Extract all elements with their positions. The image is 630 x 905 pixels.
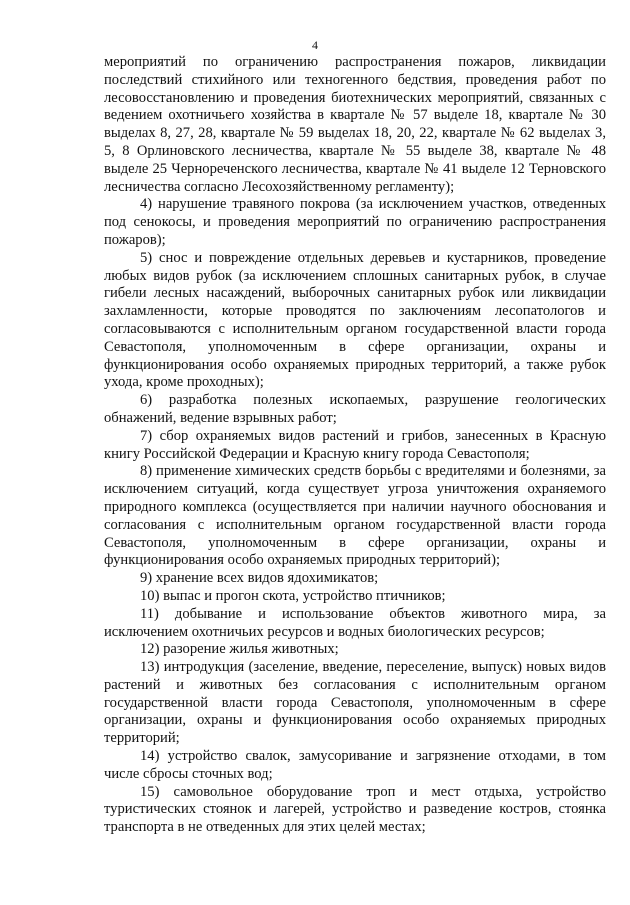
list-item-12: 12) разорение жилья животных; [140,641,339,658]
page-number: 4 [312,38,318,52]
paragraph-continuation: мероприятий по ограничению распространения пожаров, ликвидации последствий стихийного или техногенного бедствия, проведения работ по лесовосстановлению и проведения биотехнических мероприятий, связанных с ведением охотничьего хозяйства в квартале № 57 выделе 18, квартале № 30 выделах 8, 27, 28, квартале № 59 выделах 18, 20, 22, квартале № 62 выделах 3, 5, 8 Орлиновского лесничества, квартале № 55 выделе 38, квартале № 48 выделе 25 Чернореченского лесничества, квартале № 41 выделе 12 Терновского лесничества согласно Лесохозяйственному регламенту); [104,54,606,195]
list-item-8: 8) применение химических средств борьбы с вредителями и болезнями, за исключением ситуаций, когда существует угроза уничтожения охраняемого природного комплекса (осуществляется при наличии научного обоснования и согласования с исполнительным органом государственной власти города Севастополя, уполномоченным в сфере организации, охраны и функционирования особо охраняемых природных территорий); [104,463,606,569]
list-item-11: 11) добывание и использование объектов животного мира, за исключением охотничьих ресурсов и водных биологических ресурсов; [104,605,606,640]
document-body [104,54,606,837]
list-item-10: 10) выпас и прогон скота, устройство птичников; [140,587,446,604]
list-item-4: 4) нарушение травяного покрова (за исключением участков, отведенных под сенокосы, и проведения мероприятий по ограничению распространения пожаров); [104,196,606,248]
list-item-7: 7) сбор охраняемых видов растений и грибов, занесенных в Красную книгу Российской Федерации и Красную книгу города Севастополя; [104,427,606,462]
list-item-6: 6) разработка полезных ископаемых, разрушение геологических обнажений, ведение взрывных работ; [104,392,606,426]
list-item-9: 9) хранение всех видов ядохимикатов; [140,570,379,587]
list-item-15: 15) самовольное оборудование троп и мест отдыха, устройство туристических стоянок и лагерей, устройство и разведение костров, стоянка транспорта в не отведенных для этих целей местах; [104,783,606,836]
list-item-13: 13) интродукция (заселение, введение, переселение, выпуск) новых видов растений и животных без согласования с исполнительным органом государственной власти города Севастополя, уполномоченным в сфере организации, охраны и функционирования особо охраняемых природных территорий; [104,659,606,747]
list-item-14: 14) устройство свалок, замусоривание и загрязнение отходами, в том числе сбросы сточных вод; [104,748,606,782]
list-item-5: 5) снос и повреждение отдельных деревьев и кустарников, проведение любых видов рубок (за исключением сплошных санитарных рубок, в случае гибели лесных насаждений, выборочных санитарных рубок или ликвидации захламленности, которые проводятся по заключениям лесопатологов и согласовываются с исполнительным органом государственной власти города Севастополя, уполномоченным в сфере организации, охраны и функционирования особо охраняемых природных территорий, а также рубок ухода, кроме проходных); [104,249,606,391]
